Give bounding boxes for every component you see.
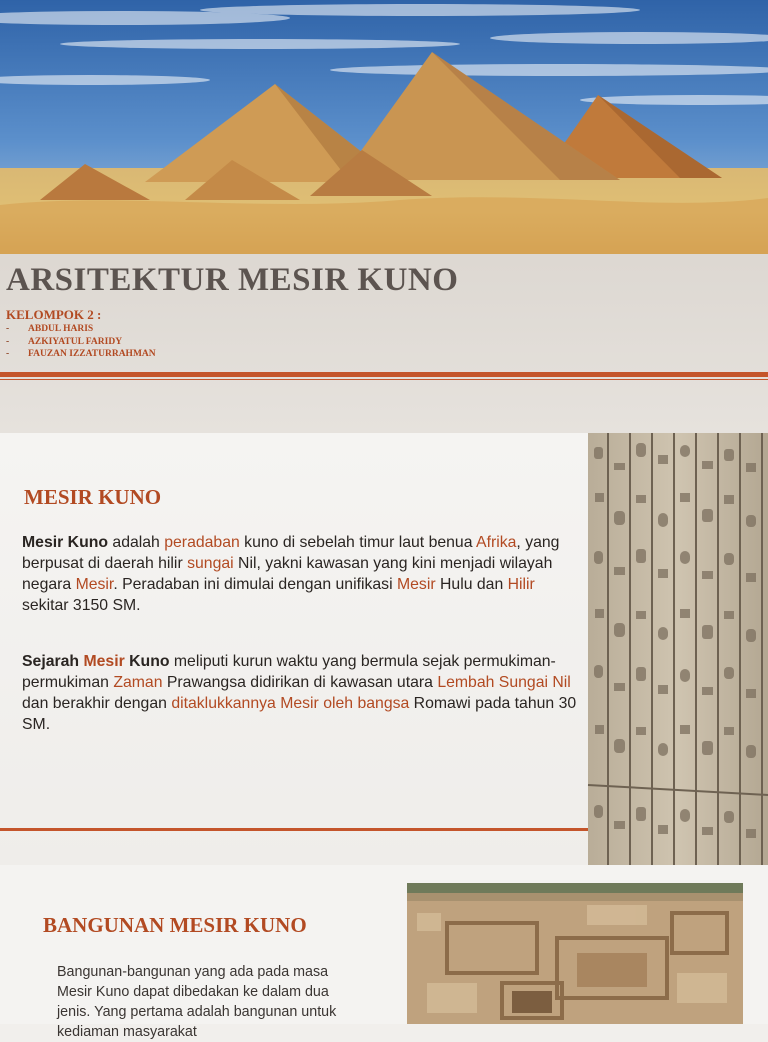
title-slide (0, 0, 768, 433)
bangunan-slide (0, 865, 768, 1040)
member-name: ABDUL HARIS (28, 324, 94, 334)
divider (0, 372, 768, 377)
highlight-run: Mesir Kuno (22, 534, 109, 551)
mesir-kuno-slide (0, 433, 768, 865)
member-item: - FAUZAN IZZATURRAHMAN (6, 349, 156, 359)
highlight-run: Mesir (75, 576, 114, 593)
member-item: - AZKIYATUL FARIDY (6, 336, 123, 347)
highlight-run: Mesir (83, 653, 125, 670)
text-run: Prawangsa didirikan di kawasan utara (162, 674, 438, 691)
highlight-run: sungai (187, 555, 234, 572)
text-run: Romawi pada tahun 30 SM. (22, 695, 577, 733)
member-item: - ABDUL HARIS (6, 324, 94, 334)
section-heading: MESIR KUNO (24, 485, 162, 509)
section-heading: BANGUNAN MESIR KUNO (43, 913, 307, 937)
highlight-run: Lembah Sungai Nil (437, 674, 571, 691)
hieroglyph-image (588, 433, 768, 865)
highlight-run: ditaklukkannya Mesir oleh bangsa (171, 695, 410, 712)
highlight-run: Hilir (507, 576, 535, 593)
text-run: Nil, yakni kawasan yang kini menjadi wilayah negara (22, 555, 553, 593)
text-run: kuno di sebelah timur laut benua (239, 534, 477, 551)
divider (0, 379, 768, 380)
highlight-run: Sejarah (22, 653, 84, 670)
pyramids-image (0, 0, 768, 254)
highlight-run: peradaban (164, 534, 240, 551)
member-name: AZKIYATUL FARIDY (28, 336, 123, 347)
group-label: KELOMPOK 2 : (6, 307, 102, 322)
hieroglyph-photo (588, 433, 768, 865)
divider (0, 828, 588, 831)
intro-paragraph (22, 532, 582, 616)
highlight-run: Kuno (124, 653, 170, 670)
text-run: adalah (108, 534, 165, 551)
highlight-run: Zaman (113, 674, 163, 691)
highlight-run: Mesir (396, 576, 436, 593)
text-run: Hulu dan (435, 576, 508, 593)
text-run: dan berakhir dengan (22, 695, 172, 712)
excavation-image (407, 883, 743, 1024)
highlight-run: Afrika (476, 534, 517, 551)
excavation-photo (407, 883, 743, 1024)
history-paragraph (22, 651, 582, 735)
text-run: , yang berpusat di daerah hilir (22, 534, 560, 572)
member-name: FAUZAN IZZATURRAHMAN (28, 349, 156, 359)
presentation-title: ARSITEKTUR MESIR KUNO (6, 262, 459, 298)
text-run: sekitar 3150 SM. (22, 597, 141, 614)
bangunan-paragraph: Bangunan-bangunan yang ada pada masa Mesir Kuno dapat dibedakan ke dalam dua jenis. Yang pertama adalah bangunan untuk kediaman masyarakat (57, 964, 337, 1040)
text-run: meliputi kurun waktu yang bermula sejak permukiman-permukiman (22, 653, 556, 691)
pyramids-photo (0, 0, 768, 254)
member-list (6, 323, 156, 361)
text-run: . Peradaban ini dimulai dengan unifikasi (113, 576, 397, 593)
